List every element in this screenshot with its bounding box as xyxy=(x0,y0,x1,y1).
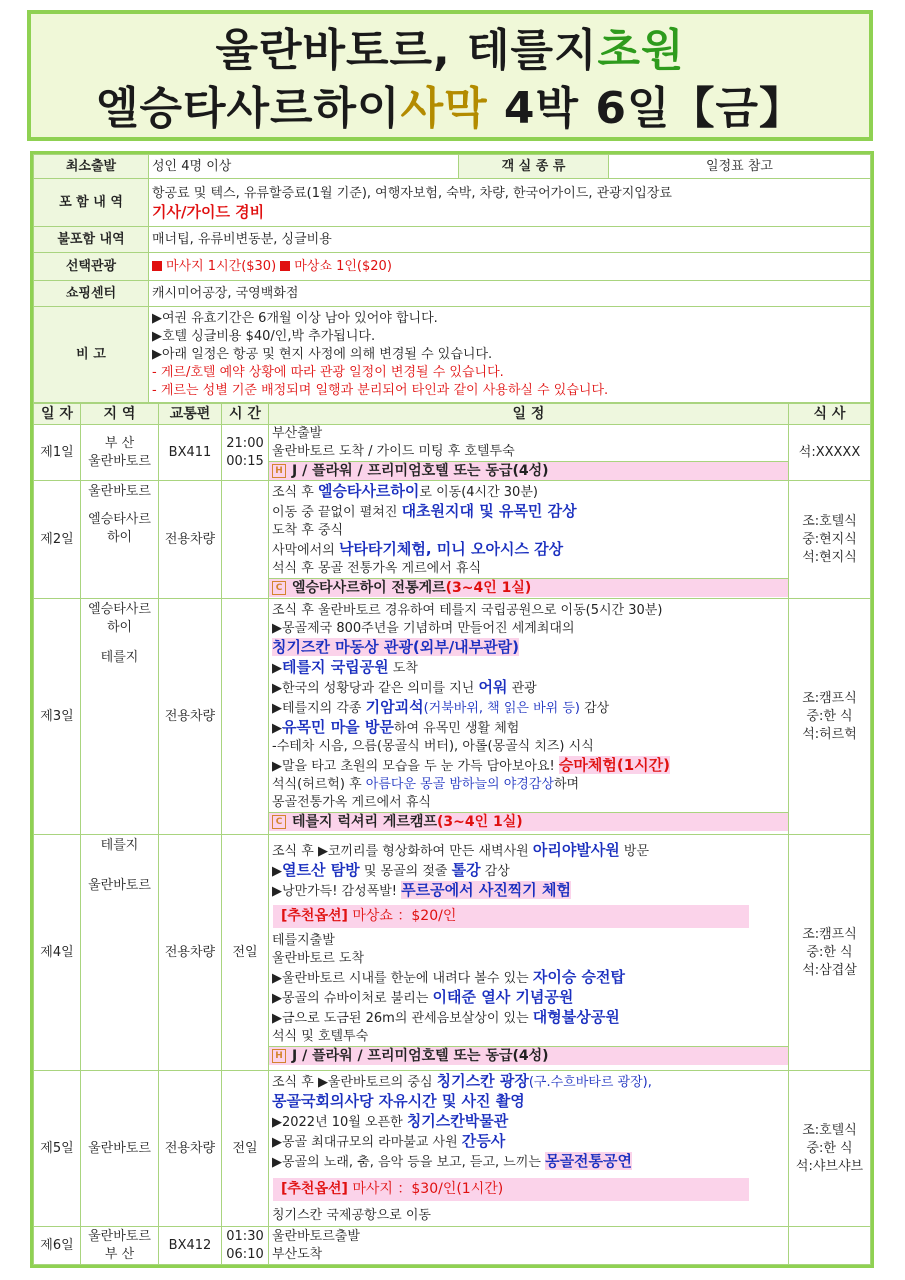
day-transport: BX412 xyxy=(159,1227,222,1265)
option-text: 마사지 ：$30/인(1시간) xyxy=(347,1181,504,1197)
day-row-1 xyxy=(34,425,871,481)
opt-cell xyxy=(149,253,871,281)
text: ▶울란바토르 시내를 한눈에 내려다 볼수 있는 xyxy=(272,970,533,986)
text: 도착 xyxy=(388,661,418,676)
day-transport: BX411 xyxy=(159,425,222,481)
highlight: 승마체험(1시간) xyxy=(558,756,670,774)
schedule-header xyxy=(34,404,871,425)
place-text: 하이 xyxy=(106,530,133,545)
opt-value-2: 마상쇼 1인($20) xyxy=(294,258,392,274)
schedule-line xyxy=(269,841,788,861)
day-row-3 xyxy=(34,599,871,835)
highlight: 몽골전통공연 xyxy=(545,1152,633,1170)
highlight: 푸르공에서 사진찍기 체험 xyxy=(401,880,571,899)
place-text: 울란바토르 xyxy=(88,453,151,469)
highlight: 칭기스칸 광장 xyxy=(436,1072,529,1090)
highlight: 몽골국회의사당 자유시간 및 사진 촬영 xyxy=(272,1092,525,1110)
title-line-2 xyxy=(31,80,869,138)
meal-text: 조:캠프식 xyxy=(802,926,857,942)
info-row-shop xyxy=(34,281,871,307)
schedule-line: ▶몽골제국 800주년을 기념하며 만들어진 세계최대의 xyxy=(272,621,575,636)
highlight: 테를지 국립공원 xyxy=(282,658,389,676)
day-place xyxy=(81,1227,159,1265)
hotel-text: J / 플라워 / 프리미엄호텔 또는 동급(4성) xyxy=(292,1047,549,1064)
opt-value-1: 마사지 1시간($30) xyxy=(166,258,277,274)
schedule-line: -수테차 시음, 으름(몽골식 버터), 아롤(몽골식 치즈) 시식 xyxy=(272,739,594,754)
day-place xyxy=(81,481,159,599)
shop-label: 쇼핑센터 xyxy=(34,281,149,307)
day-schedule xyxy=(269,481,789,599)
place-text: 엘승타사르 xyxy=(88,602,151,617)
day-transport: 전용차량 xyxy=(159,835,222,1071)
schedule-line xyxy=(269,698,788,718)
text: ▶몽골의 노래, 춤, 음악 등을 보고, 듣고, 느끼는 xyxy=(272,1155,546,1170)
text: ▶테를지의 각종 xyxy=(272,701,366,716)
incl-value: 항공료 및 텍스, 유류할증료(1월 기준), 여행자보험, 숙박, 차량, 한국어가이드, 관광지입장료 xyxy=(152,185,672,201)
hotel-line xyxy=(269,1046,788,1065)
schedule-line: 도착 후 중식 xyxy=(272,523,344,538)
hotel-line xyxy=(269,812,788,831)
highlight: 자이승 승전탑 xyxy=(532,967,626,986)
place-text: 하이 xyxy=(106,620,133,635)
highlight: 열트산 탐방 xyxy=(282,860,360,879)
text: ▶ xyxy=(272,661,282,676)
text: 석식(허르헉) 후 xyxy=(272,777,366,792)
schedule-line xyxy=(269,678,788,698)
text: ▶ xyxy=(272,863,282,879)
text: 조식 후 ▶울란바토르의 중심 xyxy=(272,1075,437,1090)
place-text: 부 산 xyxy=(104,435,135,451)
meal-text: 석:현지식 xyxy=(802,549,857,565)
text: 및 몽골의 젖줄 xyxy=(359,863,452,879)
red-square-icon xyxy=(152,261,162,271)
hotel-line xyxy=(269,461,788,480)
day-meal xyxy=(789,1227,871,1265)
note-label: 비 고 xyxy=(34,307,149,403)
schedule-line: 석식 후 몽골 전통가옥 게르에서 휴식 xyxy=(272,561,482,576)
day-transport: 전용차량 xyxy=(159,481,222,599)
excl-value: 매너팁, 유류비변동분, 싱글비용 xyxy=(149,227,871,253)
text: (거북바위, 책 읽은 바위 등) xyxy=(423,701,580,716)
highlight: 어워 xyxy=(478,678,508,696)
title-text-3: 4박 6일【금】 xyxy=(487,83,804,134)
option-label: [추천옵션] xyxy=(281,1181,348,1197)
day-transport: 전용차량 xyxy=(159,1071,222,1227)
text: 감상 xyxy=(480,863,510,879)
title-text-green: 초원 xyxy=(597,25,685,76)
day-place xyxy=(81,835,159,1071)
schedule-line: 조식 후 울란바토르 경유하여 테를지 국립공원으로 이동(5시간 30분) xyxy=(272,603,663,618)
day-label: 제1일 xyxy=(34,425,81,481)
day-row-6 xyxy=(34,1227,871,1265)
text: ▶몽골 최대규모의 라마불교 사원 xyxy=(272,1135,462,1150)
min-label: 최소출발 xyxy=(34,155,149,179)
option-label: [추천옵션] xyxy=(281,907,348,924)
day-time: 전일 xyxy=(222,1071,269,1227)
hotel-text: J / 플라워 / 프리미엄호텔 또는 동급(4성) xyxy=(292,463,549,479)
schedule-table xyxy=(33,403,871,1265)
room-label: 객 실 종 류 xyxy=(459,155,609,179)
schedule-line xyxy=(269,502,788,522)
text: ▶금으로 도금된 26m의 관세음보살상이 있는 xyxy=(272,1010,533,1026)
text: 사막에서의 xyxy=(272,543,339,558)
day-schedule xyxy=(269,1071,789,1227)
schedule-line xyxy=(269,861,788,881)
text: ▶낭만가득! 감성폭발! xyxy=(272,883,402,899)
hotel-icon: H xyxy=(272,464,286,478)
text: ▶2022년 10월 오픈한 xyxy=(272,1115,407,1130)
schedule-line xyxy=(269,1132,788,1152)
schedule-line: 울란바토르 도착 / 가이드 미팅 후 호텔투숙 xyxy=(272,444,515,459)
day-time xyxy=(222,481,269,599)
day-meal xyxy=(789,1071,871,1227)
day-place xyxy=(81,599,159,835)
incl-value-red: 기사/가이드 경비 xyxy=(152,202,265,221)
meal-text: 중:한 식 xyxy=(806,708,853,724)
opt-label: 선택관광 xyxy=(34,253,149,281)
day-label: 제6일 xyxy=(34,1227,81,1265)
time-text: 01:30 xyxy=(226,1228,264,1244)
title-text-gold: 사막 xyxy=(400,83,488,134)
incl-cell xyxy=(149,179,871,227)
schedule-line xyxy=(269,1008,788,1028)
option-text: 마상쇼 ：$20/인 xyxy=(347,907,457,924)
text: ▶ xyxy=(272,721,282,736)
time-text: 00:15 xyxy=(226,453,264,469)
meal-text: 석:삼겹살 xyxy=(802,962,857,978)
day-label: 제3일 xyxy=(34,599,81,835)
info-row-note xyxy=(34,307,871,403)
day-schedule xyxy=(269,835,789,1071)
day-label: 제4일 xyxy=(34,835,81,1071)
schedule-line xyxy=(269,881,788,901)
day-transport: 전용차량 xyxy=(159,599,222,835)
day-meal: 석:XXXXX xyxy=(789,425,871,481)
note-item: ▶아래 일정은 항공 및 현지 사정에 의해 변경될 수 있습니다. xyxy=(152,346,493,362)
schedule-line: 울란바토르출발 xyxy=(272,1228,360,1244)
note-cell xyxy=(149,307,871,403)
place-text: 울란바토르 xyxy=(88,484,151,499)
day-label: 제2일 xyxy=(34,481,81,599)
schedule-line xyxy=(269,988,788,1008)
schedule-line xyxy=(269,1152,788,1172)
schedule-line: 부산도착 xyxy=(272,1246,323,1262)
highlight: 엘승타사르하이 xyxy=(317,482,420,500)
red-square-icon xyxy=(280,261,290,271)
text: ▶말을 타고 초원의 모습을 두 눈 가득 담아보아요! xyxy=(272,759,559,774)
highlight: 아리야발사원 xyxy=(532,840,620,859)
highlight: 이태준 열사 기념공원 xyxy=(432,987,574,1006)
note-item: ▶여권 유효기간은 6개월 이상 남아 있어야 합니다. xyxy=(152,310,438,326)
highlight: 대초원지대 및 유목민 감상 xyxy=(401,502,577,520)
text: 조식 후 ▶코끼리를 형상화하여 만든 새벽사원 xyxy=(272,843,533,859)
text: 하여 유목민 생활 체험 xyxy=(393,721,520,736)
info-table xyxy=(33,154,871,403)
place-text: 테를지 xyxy=(100,650,139,665)
time-text: 21:00 xyxy=(226,435,264,451)
text: 관광 xyxy=(507,681,537,696)
place-text: 울란바토르 xyxy=(88,1228,151,1244)
day-place xyxy=(81,425,159,481)
schedule-line xyxy=(269,1112,788,1132)
schedule-line xyxy=(269,1072,788,1092)
title-text-1: 울란바토르, 테를지 xyxy=(215,25,598,76)
day-time xyxy=(222,599,269,835)
hotel-text: 엘승타사르하이 전통게르 xyxy=(292,580,446,596)
meal-text: 조:캠프식 xyxy=(802,690,857,706)
schedule-line xyxy=(269,540,788,560)
highlight: 칭기즈칸 마동상 관광(외부/내부관람) xyxy=(272,638,519,656)
day-time: 전일 xyxy=(222,835,269,1071)
text: 하며 xyxy=(553,777,580,792)
header-schedule: 일 정 xyxy=(269,404,789,425)
text: 조식 후 xyxy=(272,485,318,500)
time-text: 06:10 xyxy=(226,1246,264,1262)
camp-icon: C xyxy=(272,815,286,829)
schedule-line: 부산출발 xyxy=(272,426,323,441)
text: (구.수흐바타르 광장), xyxy=(528,1075,652,1090)
info-row-incl xyxy=(34,179,871,227)
schedule-line: 몽골전통가옥 게르에서 휴식 xyxy=(272,795,431,810)
schedule-line xyxy=(269,756,788,776)
highlight: 낙타타기체험, 미니 오아시스 감상 xyxy=(338,540,564,558)
day-time xyxy=(222,425,269,481)
place-text: 테를지 xyxy=(100,838,139,853)
hotel-text: 테를지 럭셔리 게르캠프 xyxy=(292,814,437,830)
text: 이동 중 끝없이 펼쳐진 xyxy=(272,505,402,520)
schedule-line: 칭기스칸 국제공항으로 이동 xyxy=(272,1208,431,1223)
excl-label: 불포함 내역 xyxy=(34,227,149,253)
min-value: 성인 4명 이상 xyxy=(149,155,459,179)
meal-text: 석:허르헉 xyxy=(802,726,857,742)
schedule-line: 석식 및 호텔투숙 xyxy=(272,1028,369,1044)
note-item-red: - 게르는 성별 기준 배정되며 일행과 분리되어 타인과 같이 사용하실 수 있습니다. xyxy=(152,382,609,398)
day-schedule xyxy=(269,425,789,481)
header-day: 일 자 xyxy=(34,404,81,425)
info-row-opt xyxy=(34,253,871,281)
day-label: 제5일 xyxy=(34,1071,81,1227)
day-meal xyxy=(789,481,871,599)
schedule-line xyxy=(269,482,788,502)
meal-text: 석:샤브샤브 xyxy=(795,1158,864,1174)
title-text-2: 엘승타사르하이 xyxy=(96,83,401,134)
day-meal xyxy=(789,599,871,835)
text: ▶몽골의 슈바이처로 불리는 xyxy=(272,990,433,1006)
highlight: 간등사 xyxy=(461,1132,506,1150)
shop-value: 캐시미어공장, 국영백화점 xyxy=(149,281,871,307)
schedule-line xyxy=(269,968,788,988)
schedule-line xyxy=(269,658,788,678)
hotel-line xyxy=(269,578,788,597)
schedule-line xyxy=(269,1092,788,1112)
schedule-line xyxy=(269,638,788,658)
header-time: 시 간 xyxy=(222,404,269,425)
header-transport: 교통편 xyxy=(159,404,222,425)
day-row-5 xyxy=(34,1071,871,1227)
text: ▶한국의 성황당과 같은 의미를 지닌 xyxy=(272,681,479,696)
recommended-option xyxy=(273,905,749,928)
itinerary-sheet xyxy=(30,151,874,1268)
header-place: 지 역 xyxy=(81,404,159,425)
meal-text: 조:호텔식 xyxy=(802,513,857,529)
highlight: 칭기스칸박물관 xyxy=(406,1112,509,1130)
hotel-note: (3~4인 1실) xyxy=(437,814,523,830)
text: 로 이동(4시간 30분) xyxy=(419,485,538,500)
text: 방문 xyxy=(619,843,650,859)
highlight: 대형불상공원 xyxy=(532,1007,620,1026)
incl-label: 포 함 내 역 xyxy=(34,179,149,227)
highlight: 기암괴석 xyxy=(365,698,424,716)
hotel-note: (3~4인 1실) xyxy=(445,580,532,596)
schedule-line: 테를지출발 xyxy=(272,932,335,948)
meal-text: 조:호텔식 xyxy=(802,1122,857,1138)
schedule-line xyxy=(269,718,788,738)
camp-icon: C xyxy=(272,581,286,595)
highlight: 톨강 xyxy=(451,860,481,879)
recommended-option xyxy=(273,1178,749,1201)
highlight: 아름다운 몽골 밤하늘의 야경감상 xyxy=(365,777,554,792)
title-line-1 xyxy=(31,22,869,80)
hotel-icon: H xyxy=(272,1049,286,1063)
place-text: 부 산 xyxy=(104,1246,135,1262)
info-row-excl xyxy=(34,227,871,253)
header-meal: 식 사 xyxy=(789,404,871,425)
schedule-line xyxy=(269,776,788,794)
day-place: 울란바토르 xyxy=(81,1071,159,1227)
room-value: 일정표 참고 xyxy=(609,155,871,179)
day-row-4 xyxy=(34,835,871,1071)
meal-text: 중:한 식 xyxy=(806,944,853,960)
meal-text: 중:한 식 xyxy=(806,1140,853,1156)
text: 감상 xyxy=(579,701,610,716)
note-item: ▶호텔 싱글비용 $40/인,박 추가됩니다. xyxy=(152,328,376,344)
place-text: 엘승타사르 xyxy=(88,512,151,527)
day-row-2 xyxy=(34,481,871,599)
place-text: 울란바토르 xyxy=(88,878,151,893)
day-schedule xyxy=(269,1227,789,1265)
schedule-line: 울란바토르 도착 xyxy=(272,950,365,966)
note-item-red: - 게르/호텔 예약 상황에 따라 관광 일정이 변경될 수 있습니다. xyxy=(152,364,504,380)
day-meal xyxy=(789,835,871,1071)
highlight: 유목민 마을 방문 xyxy=(282,718,394,736)
day-schedule xyxy=(269,599,789,835)
day-time xyxy=(222,1227,269,1265)
title-banner xyxy=(27,10,873,141)
info-row-min xyxy=(34,155,871,179)
meal-text: 중:현지식 xyxy=(802,531,857,547)
